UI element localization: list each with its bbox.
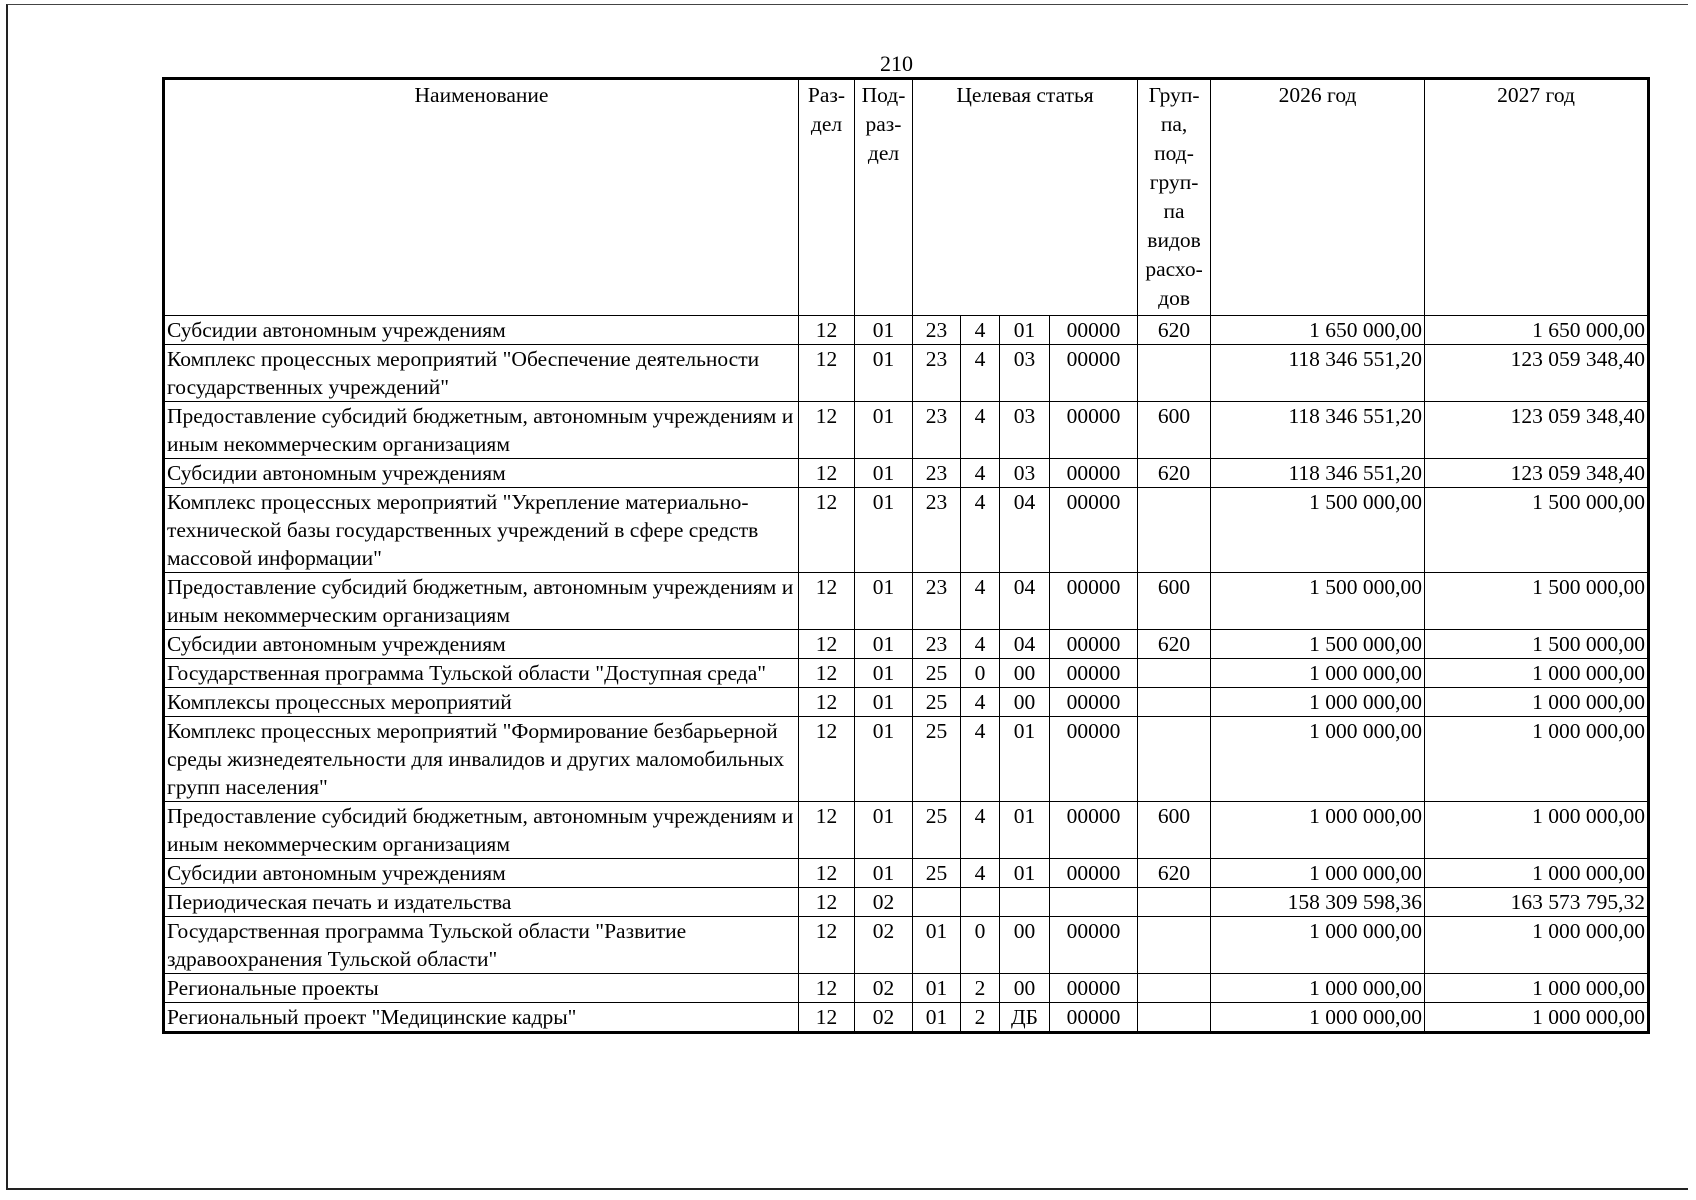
row-name: Региональные проекты bbox=[164, 974, 799, 1003]
table-row bbox=[164, 974, 1649, 1003]
row-target-program: 01 bbox=[913, 974, 961, 1003]
row-target-program: 01 bbox=[913, 917, 961, 974]
row-target-type: 4 bbox=[961, 402, 1000, 459]
row-name: Субсидии автономным учреждениям bbox=[164, 459, 799, 488]
row-name: Комплексы процессных мероприятий bbox=[164, 688, 799, 717]
row-target-type bbox=[961, 888, 1000, 917]
row-target-structure: 01 bbox=[1000, 859, 1050, 888]
row-section: 12 bbox=[799, 573, 855, 630]
row-amount-2027: 1 000 000,00 bbox=[1425, 974, 1649, 1003]
row-target-program: 23 bbox=[913, 630, 961, 659]
row-target-structure: 00 bbox=[1000, 917, 1050, 974]
row-section: 12 bbox=[799, 802, 855, 859]
table-row bbox=[164, 488, 1649, 573]
row-amount-2026: 1 500 000,00 bbox=[1211, 488, 1425, 573]
row-section: 12 bbox=[799, 688, 855, 717]
row-expense-group bbox=[1138, 974, 1211, 1003]
row-expense-group: 620 bbox=[1138, 316, 1211, 345]
row-target-type: 4 bbox=[961, 688, 1000, 717]
row-name: Предоставление субсидий бюджетным, автономным учреждениям и иным некоммерческим организациям bbox=[164, 402, 799, 459]
row-target-structure bbox=[1000, 888, 1050, 917]
row-expense-group bbox=[1138, 688, 1211, 717]
table-row bbox=[164, 888, 1649, 917]
row-amount-2026: 118 346 551,20 bbox=[1211, 459, 1425, 488]
row-target-type: 2 bbox=[961, 1003, 1000, 1033]
row-amount-2026: 1 000 000,00 bbox=[1211, 717, 1425, 802]
row-target-program: 23 bbox=[913, 402, 961, 459]
row-amount-2026: 1 000 000,00 bbox=[1211, 659, 1425, 688]
row-subsection: 01 bbox=[855, 402, 913, 459]
row-target-direction: 00000 bbox=[1050, 859, 1138, 888]
row-section: 12 bbox=[799, 859, 855, 888]
row-target-type: 4 bbox=[961, 717, 1000, 802]
row-target-type: 2 bbox=[961, 974, 1000, 1003]
row-subsection: 01 bbox=[855, 859, 913, 888]
row-amount-2026: 1 000 000,00 bbox=[1211, 917, 1425, 974]
row-amount-2026: 1 000 000,00 bbox=[1211, 974, 1425, 1003]
row-target-program: 23 bbox=[913, 488, 961, 573]
header-row bbox=[164, 79, 1649, 316]
row-subsection: 01 bbox=[855, 345, 913, 402]
row-section: 12 bbox=[799, 345, 855, 402]
row-amount-2026: 1 000 000,00 bbox=[1211, 859, 1425, 888]
row-section: 12 bbox=[799, 630, 855, 659]
row-target-program: 23 bbox=[913, 459, 961, 488]
row-amount-2026: 1 000 000,00 bbox=[1211, 688, 1425, 717]
row-target-structure: 03 bbox=[1000, 459, 1050, 488]
row-target-structure: 03 bbox=[1000, 345, 1050, 402]
row-name: Комплекс процессных мероприятий "Обеспечение деятельности государственных учреждений" bbox=[164, 345, 799, 402]
table-row bbox=[164, 717, 1649, 802]
row-target-direction: 00000 bbox=[1050, 688, 1138, 717]
header-2026: 2026 год bbox=[1211, 79, 1425, 316]
row-target-structure: 01 bbox=[1000, 717, 1050, 802]
row-amount-2026: 1 650 000,00 bbox=[1211, 316, 1425, 345]
row-target-type: 4 bbox=[961, 345, 1000, 402]
row-amount-2027: 1 000 000,00 bbox=[1425, 717, 1649, 802]
row-amount-2026: 1 500 000,00 bbox=[1211, 630, 1425, 659]
row-target-type: 4 bbox=[961, 488, 1000, 573]
row-amount-2027: 123 059 348,40 bbox=[1425, 402, 1649, 459]
row-target-program bbox=[913, 888, 961, 917]
row-subsection: 01 bbox=[855, 488, 913, 573]
row-expense-group: 600 bbox=[1138, 802, 1211, 859]
row-amount-2026: 118 346 551,20 bbox=[1211, 345, 1425, 402]
row-amount-2026: 158 309 598,36 bbox=[1211, 888, 1425, 917]
row-target-program: 23 bbox=[913, 345, 961, 402]
row-subsection: 01 bbox=[855, 802, 913, 859]
row-name: Предоставление субсидий бюджетным, автономным учреждениям и иным некоммерческим организациям bbox=[164, 802, 799, 859]
row-target-structure: ДБ bbox=[1000, 1003, 1050, 1033]
row-subsection: 02 bbox=[855, 1003, 913, 1033]
row-amount-2027: 1 650 000,00 bbox=[1425, 316, 1649, 345]
row-target-direction: 00000 bbox=[1050, 316, 1138, 345]
row-name: Субсидии автономным учреждениям bbox=[164, 859, 799, 888]
row-target-direction bbox=[1050, 888, 1138, 917]
row-amount-2027: 123 059 348,40 bbox=[1425, 345, 1649, 402]
row-section: 12 bbox=[799, 659, 855, 688]
row-section: 12 bbox=[799, 316, 855, 345]
table-row bbox=[164, 573, 1649, 630]
table-row bbox=[164, 859, 1649, 888]
row-target-structure: 00 bbox=[1000, 659, 1050, 688]
table-row bbox=[164, 1003, 1649, 1033]
row-target-direction: 00000 bbox=[1050, 459, 1138, 488]
row-target-direction: 00000 bbox=[1050, 1003, 1138, 1033]
row-section: 12 bbox=[799, 917, 855, 974]
row-expense-group bbox=[1138, 888, 1211, 917]
row-amount-2027: 1 000 000,00 bbox=[1425, 859, 1649, 888]
table-row bbox=[164, 688, 1649, 717]
row-amount-2027: 1 500 000,00 bbox=[1425, 630, 1649, 659]
row-name: Государственная программа Тульской области "Развитие здравоохранения Тульской области" bbox=[164, 917, 799, 974]
row-name: Предоставление субсидий бюджетным, автономным учреждениям и иным некоммерческим организациям bbox=[164, 573, 799, 630]
row-target-direction: 00000 bbox=[1050, 630, 1138, 659]
row-subsection: 01 bbox=[855, 630, 913, 659]
row-expense-group bbox=[1138, 717, 1211, 802]
row-target-program: 25 bbox=[913, 688, 961, 717]
row-name: Субсидии автономным учреждениям bbox=[164, 630, 799, 659]
row-subsection: 02 bbox=[855, 974, 913, 1003]
row-subsection: 02 bbox=[855, 888, 913, 917]
row-amount-2027: 1 000 000,00 bbox=[1425, 659, 1649, 688]
row-target-structure: 01 bbox=[1000, 802, 1050, 859]
row-amount-2026: 118 346 551,20 bbox=[1211, 402, 1425, 459]
row-amount-2027: 1 000 000,00 bbox=[1425, 802, 1649, 859]
row-subsection: 01 bbox=[855, 688, 913, 717]
row-subsection: 02 bbox=[855, 917, 913, 974]
row-name: Региональный проект "Медицинские кадры" bbox=[164, 1003, 799, 1033]
row-target-program: 25 bbox=[913, 802, 961, 859]
row-expense-group: 620 bbox=[1138, 859, 1211, 888]
row-target-direction: 00000 bbox=[1050, 974, 1138, 1003]
header-subsection: Под- раз- дел bbox=[855, 79, 913, 316]
row-amount-2026: 1 500 000,00 bbox=[1211, 573, 1425, 630]
table-row bbox=[164, 402, 1649, 459]
row-target-type: 0 bbox=[961, 659, 1000, 688]
page-number: 210 bbox=[880, 51, 913, 76]
table-row bbox=[164, 917, 1649, 974]
row-section: 12 bbox=[799, 888, 855, 917]
row-expense-group: 620 bbox=[1138, 630, 1211, 659]
row-expense-group bbox=[1138, 659, 1211, 688]
table-row bbox=[164, 630, 1649, 659]
row-target-type: 4 bbox=[961, 316, 1000, 345]
row-target-direction: 00000 bbox=[1050, 717, 1138, 802]
row-amount-2027: 1 500 000,00 bbox=[1425, 488, 1649, 573]
row-expense-group: 620 bbox=[1138, 459, 1211, 488]
budget-table bbox=[162, 77, 1650, 1034]
row-target-structure: 00 bbox=[1000, 688, 1050, 717]
row-target-structure: 04 bbox=[1000, 488, 1050, 573]
row-expense-group: 600 bbox=[1138, 573, 1211, 630]
header-section: Раз- дел bbox=[799, 79, 855, 316]
row-target-direction: 00000 bbox=[1050, 917, 1138, 974]
row-target-type: 4 bbox=[961, 459, 1000, 488]
row-amount-2026: 1 000 000,00 bbox=[1211, 802, 1425, 859]
row-target-program: 25 bbox=[913, 717, 961, 802]
row-target-direction: 00000 bbox=[1050, 402, 1138, 459]
row-target-type: 4 bbox=[961, 573, 1000, 630]
row-target-direction: 00000 bbox=[1050, 659, 1138, 688]
row-section: 12 bbox=[799, 974, 855, 1003]
row-expense-group bbox=[1138, 1003, 1211, 1033]
row-amount-2027: 1 000 000,00 bbox=[1425, 1003, 1649, 1033]
row-target-program: 25 bbox=[913, 659, 961, 688]
row-section: 12 bbox=[799, 488, 855, 573]
header-2027: 2027 год bbox=[1425, 79, 1649, 316]
row-expense-group bbox=[1138, 345, 1211, 402]
row-target-program: 25 bbox=[913, 859, 961, 888]
row-amount-2027: 1 500 000,00 bbox=[1425, 573, 1649, 630]
row-amount-2027: 163 573 795,32 bbox=[1425, 888, 1649, 917]
row-target-structure: 01 bbox=[1000, 316, 1050, 345]
row-expense-group bbox=[1138, 488, 1211, 573]
row-target-type: 4 bbox=[961, 802, 1000, 859]
row-target-direction: 00000 bbox=[1050, 488, 1138, 573]
row-subsection: 01 bbox=[855, 659, 913, 688]
row-target-direction: 00000 bbox=[1050, 802, 1138, 859]
table-row bbox=[164, 659, 1649, 688]
row-target-direction: 00000 bbox=[1050, 345, 1138, 402]
table-row bbox=[164, 802, 1649, 859]
row-target-structure: 00 bbox=[1000, 974, 1050, 1003]
row-target-direction: 00000 bbox=[1050, 573, 1138, 630]
row-target-program: 23 bbox=[913, 316, 961, 345]
row-target-structure: 03 bbox=[1000, 402, 1050, 459]
row-target-program: 23 bbox=[913, 573, 961, 630]
row-expense-group bbox=[1138, 917, 1211, 974]
row-target-type: 4 bbox=[961, 630, 1000, 659]
row-amount-2026: 1 000 000,00 bbox=[1211, 1003, 1425, 1033]
row-target-structure: 04 bbox=[1000, 630, 1050, 659]
row-name: Комплекс процессных мероприятий "Формирование безбарьерной среды жизнедеятельности для инвалидов и других маломобильных групп населения" bbox=[164, 717, 799, 802]
row-subsection: 01 bbox=[855, 316, 913, 345]
row-subsection: 01 bbox=[855, 717, 913, 802]
row-name: Субсидии автономным учреждениям bbox=[164, 316, 799, 345]
row-amount-2027: 1 000 000,00 bbox=[1425, 917, 1649, 974]
row-subsection: 01 bbox=[855, 573, 913, 630]
table-row bbox=[164, 459, 1649, 488]
row-name: Государственная программа Тульской области "Доступная среда" bbox=[164, 659, 799, 688]
row-target-structure: 04 bbox=[1000, 573, 1050, 630]
row-amount-2027: 1 000 000,00 bbox=[1425, 688, 1649, 717]
row-name: Комплекс процессных мероприятий "Укрепление материально-технической базы государственных учреждений в сфере средств массовой информации" bbox=[164, 488, 799, 573]
row-target-program: 01 bbox=[913, 1003, 961, 1033]
header-name: Наименование bbox=[164, 79, 799, 316]
row-section: 12 bbox=[799, 1003, 855, 1033]
row-target-type: 4 bbox=[961, 859, 1000, 888]
row-subsection: 01 bbox=[855, 459, 913, 488]
row-section: 12 bbox=[799, 717, 855, 802]
table-row bbox=[164, 345, 1649, 402]
row-amount-2027: 123 059 348,40 bbox=[1425, 459, 1649, 488]
row-section: 12 bbox=[799, 459, 855, 488]
header-expense-group: Груп- па, под- груп- па видов расхо- дов bbox=[1138, 79, 1211, 316]
row-name: Периодическая печать и издательства bbox=[164, 888, 799, 917]
row-target-type: 0 bbox=[961, 917, 1000, 974]
table-row bbox=[164, 316, 1649, 345]
row-expense-group: 600 bbox=[1138, 402, 1211, 459]
row-section: 12 bbox=[799, 402, 855, 459]
header-target-article: Целевая статья bbox=[913, 79, 1138, 316]
